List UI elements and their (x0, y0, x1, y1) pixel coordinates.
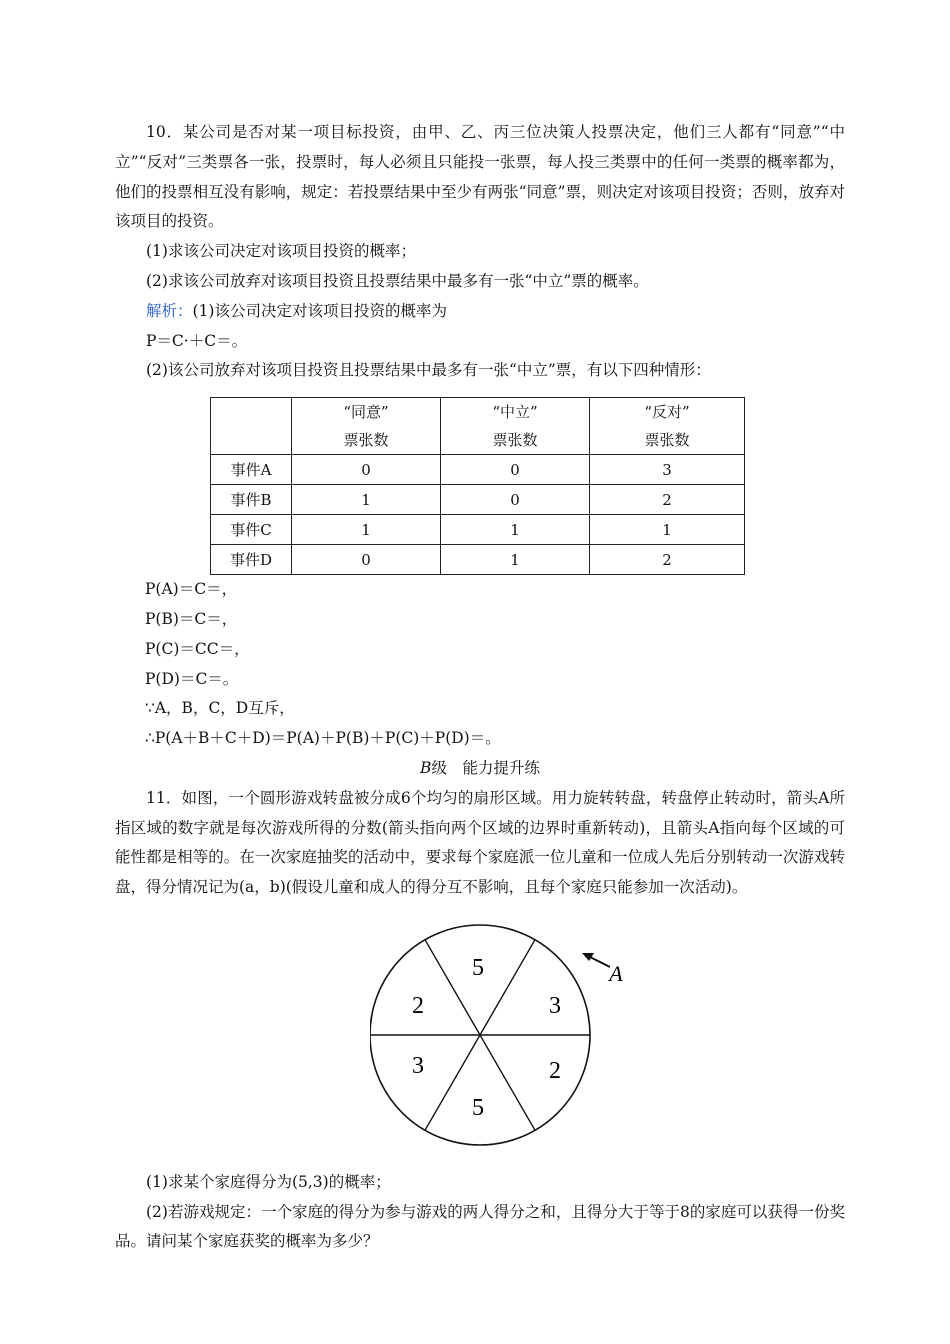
prob-b: P(B)＝C＝， (145, 609, 238, 628)
sector-label-upper-right: 3 (549, 992, 561, 1019)
table-row (211, 515, 745, 545)
spinner-figure (370, 915, 630, 1155)
prob-c: P(C)＝CC＝， (145, 639, 250, 658)
section-level: B (420, 758, 432, 777)
section-title: 级 能力提升练 (431, 758, 540, 777)
problem10-stem: 10．某公司是否对某一项目标投资，由甲、乙、丙三位决策人投票决定，他们三人都有“同意”“中立”“反对”三类票各一张，投票时，每人必须且只能投一张票，每人投三类票中的任何一类票的概率都为，他们的投票相互没有影响，规定：若投票结果中至少有两张“同意”票，则决定对该项目投资；否则，放弃对该项目的投资。 (115, 123, 845, 231)
table-cell: 0 (292, 455, 441, 485)
table-cell: 1 (441, 545, 590, 575)
solution-part2-text: (2)该公司放弃对该项目投资且投票结果中最多有一张“中立”票，有以下四种情形： (146, 361, 711, 380)
solution-part1-text: (1)该公司决定对该项目投资的概率为 (192, 301, 447, 320)
table-cell: 2 (590, 485, 745, 515)
vote-table-header (211, 398, 745, 455)
header-agree-line2: 票张数 (343, 431, 389, 450)
table-row (211, 485, 745, 515)
sector-label-top: 5 (472, 954, 484, 981)
document-page (115, 118, 845, 1257)
arrow-a-icon (582, 953, 610, 967)
table-cell: 3 (590, 455, 745, 485)
problem10-q1: (1)求该公司决定对该项目投资的概率； (146, 242, 416, 261)
table-cell: 事件A (211, 455, 292, 485)
header-neutral-line2: 票张数 (492, 431, 538, 450)
solution-part1-formula: P＝C·＋C＝。 (146, 331, 248, 350)
problem11-q2: (2)若游戏规定：一个家庭的得分为参与游戏的两人得分之和，且得分大于等于8的家庭可以获得一份奖品。请问某个家庭获奖的概率为多少？ (115, 1202, 845, 1251)
table-cell: 1 (590, 515, 745, 545)
table-row (211, 455, 745, 485)
jiexi-label: 解析： (146, 301, 193, 320)
header-agree-line1: “同意” (343, 403, 389, 422)
mutex-statement: ∵A，B，C，D互斥， (145, 699, 295, 718)
table-cell: 1 (292, 485, 441, 515)
sector-label-lower-right: 2 (549, 1057, 561, 1084)
table-cell: 事件C (211, 515, 292, 545)
section-heading (115, 754, 845, 784)
sector-label-upper-left: 2 (412, 992, 424, 1019)
header-neutral-line1: “中立” (492, 403, 538, 422)
table-cell: 1 (292, 515, 441, 545)
vote-table (210, 397, 745, 575)
header-cell-oppose (590, 398, 745, 455)
table-cell: 1 (441, 515, 590, 545)
header-oppose-line2: 票张数 (644, 431, 690, 450)
table-cell: 0 (441, 485, 590, 515)
header-cell-empty (211, 398, 292, 455)
table-row (211, 545, 745, 575)
sector-label-bottom: 5 (472, 1094, 484, 1121)
problem11-stem: 11．如图，一个圆形游戏转盘被分成6个均匀的扇形区域。用力旋转转盘，转盘停止转动时，箭头A所指区域的数字就是每次游戏所得的分数(箭头指向两个区域的边界时重新转动)，且箭头A指向每个区域的可能性都是相等的。在一次家庭抽奖的活动中，要求每个家庭派一位儿童和一位成人先后分别转动一次游戏转盘，得分情况记为(a，b)(假设儿童和成人的得分互不影响，且每个家庭只能参加一次活动)。 (115, 788, 845, 897)
header-cell-neutral (441, 398, 590, 455)
table-cell: 事件D (211, 545, 292, 575)
prob-d: P(D)＝C＝。 (145, 669, 239, 688)
conclusion: ∴P(A＋B＋C＋D)＝P(A)＋P(B)＋P(C)＋P(D)＝。 (145, 729, 501, 748)
table-cell: 事件B (211, 485, 292, 515)
problem11-q1: (1)求某个家庭得分为(5,3)的概率； (146, 1172, 391, 1191)
header-oppose-line1: “反对” (644, 403, 690, 422)
arrow-label: A (609, 960, 623, 986)
table-cell: 2 (590, 545, 745, 575)
sector-label-lower-left: 3 (412, 1052, 424, 1079)
table-cell: 0 (441, 455, 590, 485)
header-cell-agree (292, 398, 441, 455)
prob-a: P(A)＝C＝， (145, 580, 238, 599)
problem10-solution-intro (115, 297, 845, 327)
table-cell: 0 (292, 545, 441, 575)
problem10-q2: (2)求该公司放弃对该项目投资且投票结果中最多有一张“中立”票的概率。 (146, 271, 649, 290)
